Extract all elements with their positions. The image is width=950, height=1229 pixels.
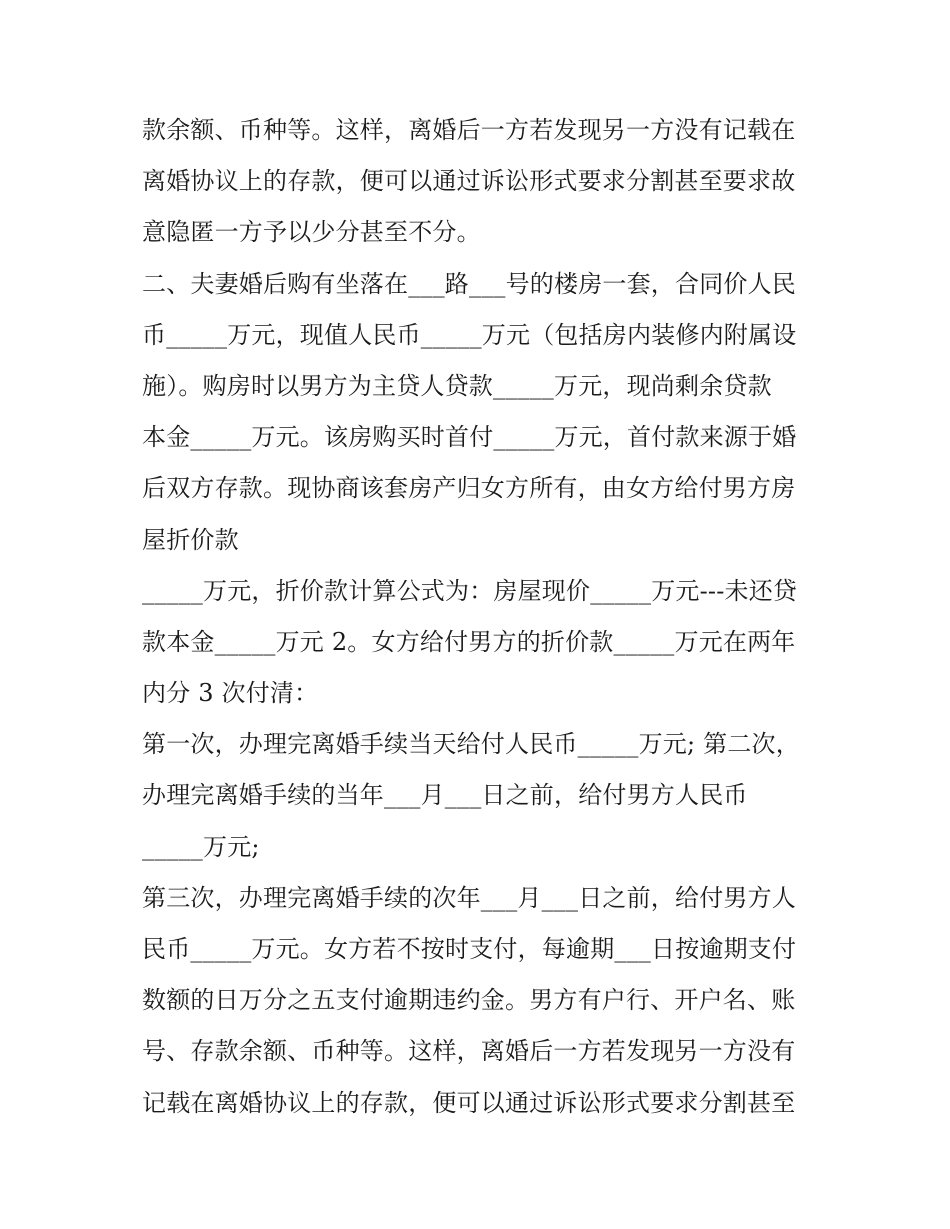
text-line: 号、存款余额、币种等。这样，离婚后一方若发现另一方没有: [142, 1037, 796, 1066]
text-line: 记载在离婚协议上的存款，便可以通过诉讼形式要求分割甚至: [142, 1088, 796, 1117]
text-line: 后双方存款。现协商该套房产归女方所有，由女方给付男方房: [142, 474, 796, 503]
text-line: _____万元，折价款计算公式为：房屋现价_____万元---未还贷: [142, 576, 798, 605]
text-line: 意隐匿一方予以少分甚至不分。: [142, 218, 481, 247]
text-line: 款本金_____万元 2。女方给付男方的折价款_____万元在两年: [142, 627, 796, 656]
text-line: 第一次，办理完离婚手续当天给付人民币_____万元; 第二次，: [142, 730, 800, 759]
text-line: 二、夫妻婚后购有坐落在___路___号的楼房一套，合同价人民: [142, 269, 796, 298]
text-line: 民币_____万元。女方若不按时支付，每逾期___日按逾期支付: [142, 935, 797, 963]
text-line: 第三次，办理完离婚手续的次年___月___日之前，给付男方人: [142, 883, 796, 912]
text-line: 施）。购房时以男方为主贷人贷款_____万元，现尚剩余贷款: [142, 371, 772, 400]
text-line: 办理完离婚手续的当年___月___日之前，给付男方人民币: [142, 781, 748, 810]
body-text: [142, 105, 832, 1129]
text-line: 屋折价款: [142, 525, 239, 554]
text-line: 离婚协议上的存款，便可以通过诉讼形式要求分割甚至要求故: [142, 167, 796, 196]
text-line: 币_____万元，现值人民币_____万元（包括房内装修内附属设: [142, 320, 797, 349]
text-line: 款余额、币种等。这样，离婚后一方若发现另一方没有记载在: [142, 116, 796, 144]
text-line: 内分 3 次付清：: [142, 679, 319, 708]
text-line: 本金_____万元。该房购买时首付_____万元，首付款来源于婚: [142, 423, 797, 452]
text-line: _____万元;: [142, 832, 260, 861]
text-line: 数额的日万分之五支付逾期违约金。男方有户行、开户名、账: [142, 986, 796, 1015]
